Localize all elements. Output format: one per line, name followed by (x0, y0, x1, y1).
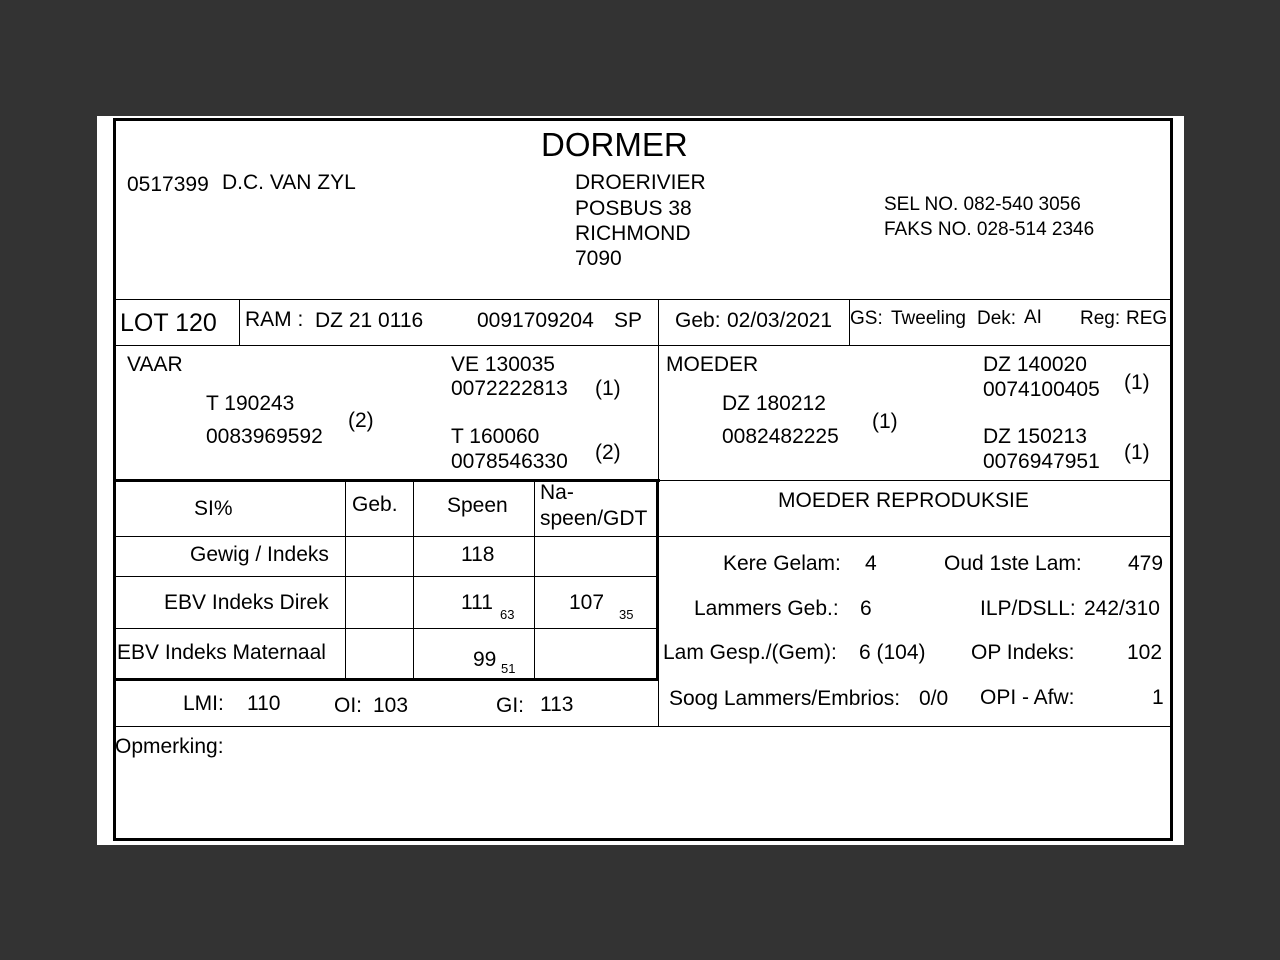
sires-dam-number: 0078546330 (451, 450, 568, 473)
owner-id: 0517399 (127, 173, 209, 196)
lammers-label: Lammers Geb.: (694, 597, 839, 620)
soog-label: Soog Lammers/Embrios: (669, 687, 901, 710)
ram-label: RAM : (245, 308, 304, 331)
divider-pedigree-bottom-left (115, 479, 660, 482)
address-line-3: RICHMOND (575, 222, 691, 245)
owner-name: D.C. VAN ZYL (222, 171, 356, 194)
dam-number: 0082482225 (722, 425, 839, 448)
dams-sire-rank: (1) (1124, 371, 1150, 394)
repro-title: MOEDER REPRODUKSIE (778, 489, 1029, 512)
auction-card (97, 116, 1184, 845)
naspeen-header-line-2: speen/GDT (540, 507, 648, 530)
row-label-ebv-direk: EBV Indeks Direk (164, 591, 329, 614)
oi-label: OI: (334, 694, 363, 717)
address-line-2: POSBUS 38 (575, 197, 692, 220)
dam-label: MOEDER (666, 353, 759, 376)
divider-indices (658, 680, 659, 726)
dam-id: DZ 180212 (722, 392, 826, 415)
row-value-speen: 111 (461, 591, 493, 614)
dams-dam-rank: (1) (1124, 441, 1150, 464)
lot-number: LOT 120 (120, 309, 217, 337)
soog-value: 0/0 (919, 687, 949, 710)
dek-value: AI (1024, 307, 1042, 328)
sire-id: T 190243 (206, 392, 295, 415)
oud-label: Oud 1ste Lam: (944, 552, 1082, 575)
row-value-naspeen-accuracy: 35 (619, 607, 634, 622)
si-row-line-1 (115, 536, 657, 537)
oi-value: 103 (373, 694, 409, 717)
sires-sire-id: VE 130035 (451, 353, 555, 376)
divider-ram (658, 299, 659, 345)
gi-label: GI: (496, 694, 525, 717)
si-col-line-1 (345, 480, 346, 679)
lammers-value: 6 (860, 597, 872, 620)
divider-opmerking (115, 726, 1171, 727)
opi-value: 1 (1152, 686, 1164, 709)
gi-value: 113 (540, 693, 574, 716)
divider-lot (239, 299, 240, 345)
dams-dam-number: 0076947951 (983, 450, 1100, 473)
ram-id: DZ 21 0116 (315, 309, 424, 332)
fax-number: FAKS NO. 028-514 2346 (884, 219, 1095, 240)
kere-label: Kere Gelam: (723, 552, 841, 575)
ilp-label: ILP/DSLL: (980, 597, 1076, 620)
sires-sire-number: 0072222813 (451, 377, 568, 400)
row-value-speen-accuracy: 51 (501, 661, 516, 676)
border-right (1170, 118, 1173, 840)
ram-code: SP (614, 309, 643, 332)
row-value-speen-accuracy: 63 (500, 607, 515, 622)
row-label-gewig: Gewig / Indeks (190, 543, 329, 566)
gesp-value: 6 (104) (859, 641, 926, 664)
dams-dam-id: DZ 150213 (983, 425, 1087, 448)
birth-date: 02/03/2021 (727, 309, 833, 332)
si-table-right-border (656, 480, 659, 680)
divider-lot-bottom (115, 345, 1171, 346)
gs-value: Tweeling (891, 308, 966, 329)
ilp-value: 242/310 (1084, 597, 1160, 620)
sires-dam-rank: (2) (595, 441, 621, 464)
phone-number: SEL NO. 082-540 3056 (884, 194, 1081, 215)
repro-header-line (659, 536, 1171, 537)
row-value-naspeen: 107 (569, 591, 605, 614)
reg-value: REG (1126, 308, 1168, 329)
sire-number: 0083969592 (206, 425, 323, 448)
address-line-4: 7090 (575, 247, 622, 270)
dam-rank: (1) (872, 410, 898, 433)
border-top (113, 118, 1173, 121)
lmi-label: LMI: (183, 692, 224, 715)
divider-pedigree-bottom-right (659, 480, 1171, 481)
dek-label: Dek: (977, 308, 1017, 329)
birth-date-label: Geb: (675, 309, 721, 332)
op-label: OP Indeks: (971, 641, 1075, 664)
op-value: 102 (1127, 641, 1163, 664)
si-row-line-2 (115, 576, 657, 577)
dams-sire-number: 0074100405 (983, 378, 1100, 401)
dams-sire-id: DZ 140020 (983, 353, 1087, 376)
breed-title: DORMER (541, 126, 688, 163)
row-value-speen: 99 (473, 648, 497, 671)
reg-label: Reg: (1080, 308, 1121, 329)
remarks-label: Opmerking: (115, 735, 224, 758)
speen-header: Speen (447, 494, 508, 517)
footer-red-text-fragment (167, 840, 1127, 845)
divider-pedigree (658, 345, 659, 480)
oud-value: 479 (1128, 552, 1164, 575)
gs-label: GS: (850, 308, 883, 329)
sire-rank: (2) (348, 409, 374, 432)
naspeen-header-line-1: Na- (540, 481, 574, 504)
si-header: SI% (194, 497, 233, 520)
row-label-ebv-maternaal: EBV Indeks Maternaal (117, 641, 326, 664)
si-col-line-3 (534, 480, 535, 679)
si-col-line-2 (413, 480, 414, 679)
si-table-bottom (115, 678, 659, 681)
sires-sire-rank: (1) (595, 377, 621, 400)
sire-label: VAAR (127, 353, 183, 376)
row-value-speen: 118 (461, 543, 495, 566)
geb-header: Geb. (352, 493, 398, 516)
opi-label: OPI - Afw: (980, 686, 1075, 709)
gesp-label: Lam Gesp./(Gem): (663, 641, 837, 664)
ram-number: 0091709204 (477, 309, 594, 332)
si-row-line-3 (115, 628, 657, 629)
sires-dam-id: T 160060 (451, 425, 540, 448)
address-line-1: DROERIVIER (575, 171, 706, 194)
kere-value: 4 (865, 552, 877, 575)
divider-lot-top (115, 299, 1171, 300)
lmi-value: 110 (247, 692, 281, 715)
